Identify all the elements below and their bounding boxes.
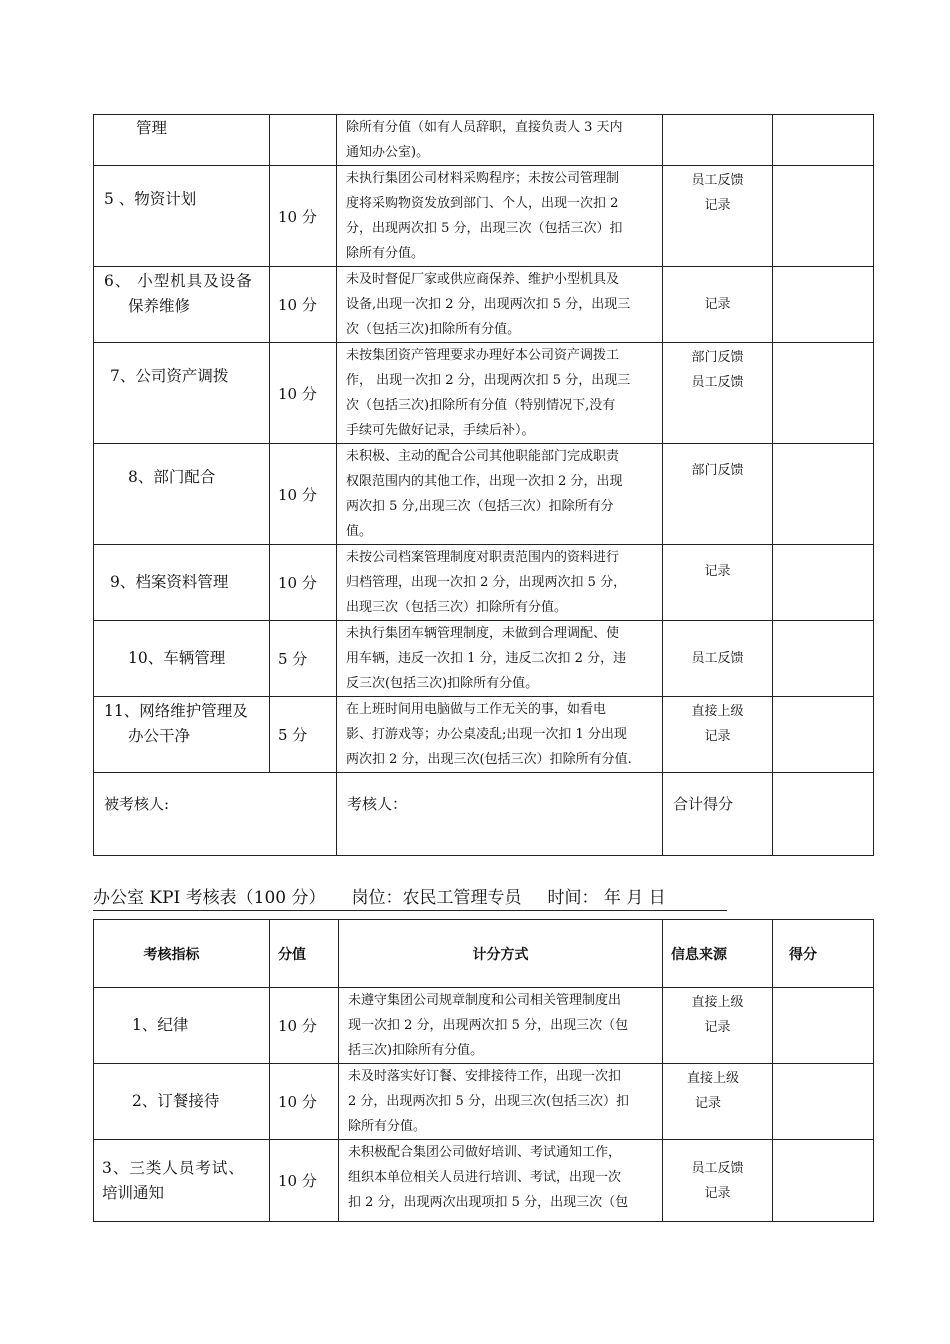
assessor-label: 考核人：	[347, 795, 408, 813]
indicator-cell	[94, 1064, 270, 1140]
source-text: 记录	[704, 1185, 731, 1201]
indicator-text: 2、订餐接待	[132, 1092, 220, 1110]
header-indicator-text: 考核指标	[143, 946, 200, 963]
method-cell	[337, 115, 663, 166]
method-text: 未执行集团车辆管理制度，未做到合理调配、使	[346, 626, 620, 641]
method-text: 两次扣 2 分，出现三次(包括三次）扣除所有分值.	[346, 752, 632, 767]
method-text: 组织本单位相关人员进行培训、考试，出现一次	[348, 1170, 622, 1185]
indicator-cell	[94, 988, 270, 1064]
method-text: 未及时落实好订餐、安排接待工作，出现一次扣	[348, 1069, 622, 1084]
indicator-text: 9、档案资料管理	[110, 573, 229, 591]
indicator-text: 1、纪律	[132, 1016, 189, 1034]
method-text: 现一次扣 2 分，出现两次扣 5 分，出现三次（包	[348, 1018, 629, 1033]
method-cell	[339, 1064, 663, 1140]
score-cell	[270, 343, 337, 444]
table-row	[94, 115, 874, 166]
indicator-text: 7、公司资产调拨	[110, 367, 229, 385]
result-cell	[773, 1140, 874, 1222]
method-text: 值。	[346, 524, 373, 539]
score-text: 10 分	[278, 1172, 317, 1190]
source-text: 部门反馈	[691, 463, 744, 478]
score-cell	[270, 267, 337, 343]
assessor-cell	[337, 773, 663, 856]
position-label: 岗位：农民工管理专员	[351, 888, 522, 908]
source-text: 员工反馈	[691, 1160, 744, 1176]
header-score	[270, 920, 339, 988]
method-text: 在上班时间用电脑做与工作无关的事，如看电	[346, 702, 607, 717]
result-cell	[773, 444, 874, 545]
result-cell	[773, 115, 874, 166]
table-row	[94, 166, 874, 267]
score-cell	[270, 1140, 339, 1222]
method-text: 扣 2 分，出现两次出现项扣 5 分，出现三次（包	[348, 1195, 629, 1210]
indicator-cell	[94, 1140, 270, 1222]
method-cell	[337, 621, 663, 697]
method-text: 手续可先做好记录，手续后补）。	[346, 423, 535, 438]
result-cell	[773, 343, 874, 444]
method-cell	[339, 1140, 663, 1222]
indicator-text: 保养维修	[128, 297, 191, 315]
indicator-cell	[94, 115, 270, 166]
source-cell	[663, 115, 773, 166]
method-text: 未执行集团公司材料采购程序；未按公司管理制	[346, 171, 620, 186]
method-text: 分，出现两次扣 5 分，出现三次（包括三次）扣	[346, 221, 623, 236]
method-text: 通知办公室)。	[346, 145, 430, 160]
header-indicator	[94, 920, 270, 988]
method-text: 用车辆，违反一次扣 1 分，违反二次扣 2 分，违	[346, 651, 627, 666]
score-cell	[270, 115, 337, 166]
header-source	[663, 920, 773, 988]
method-text: 度将采购物资发放到部门、个人，出现一次扣 2	[346, 196, 619, 211]
source-text: 记录	[704, 1020, 731, 1035]
source-text: 记录	[704, 729, 731, 744]
method-cell	[337, 545, 663, 621]
header-method-text: 计分方式	[472, 946, 529, 963]
table-footer-row	[94, 773, 874, 856]
method-text: 作， 出现一次扣 2 分，出现两次扣 5 分，出现三	[346, 373, 631, 388]
source-cell	[663, 1140, 773, 1222]
source-text: 直接上级	[691, 704, 744, 719]
method-text: 除所有分值（如有人员辞职，直接负责人 3 天内	[346, 120, 623, 135]
score-cell	[270, 444, 337, 545]
method-text: 除所有分值。	[348, 1119, 427, 1134]
source-cell	[663, 444, 773, 545]
source-cell	[663, 621, 773, 697]
method-text: 2 分，出现两次扣 5 分，出现三次(包括三次）扣	[348, 1094, 630, 1109]
method-text: 未按集团资产管理要求办理好本公司资产调拨工	[346, 348, 620, 363]
method-cell	[337, 697, 663, 773]
time-label: 时间： 年 月 日	[547, 888, 666, 908]
indicator-cell	[94, 166, 270, 267]
method-text: 影、打游戏等；办公桌凌乱;出现一次扣 1 分出现	[346, 727, 627, 742]
indicator-cell	[94, 444, 270, 545]
method-text: 次（包括三次)扣除所有分值（特别情况下,没有	[346, 398, 616, 413]
method-text: 未积极配合集团公司做好培训、考试通知工作，	[348, 1145, 622, 1160]
method-text: 括三次)扣除所有分值。	[348, 1043, 484, 1058]
indicator-cell	[94, 267, 270, 343]
result-cell	[773, 697, 874, 773]
score-text: 10 分	[278, 384, 317, 403]
indicator-text: 3、三类人员考试、	[102, 1158, 245, 1177]
result-cell	[773, 545, 874, 621]
indicator-text: 培训通知	[102, 1183, 165, 1202]
score-text: 10 分	[278, 1093, 317, 1111]
result-cell	[773, 988, 874, 1064]
score-text: 10 分	[278, 1017, 317, 1035]
source-cell	[663, 1064, 773, 1140]
method-cell	[339, 988, 663, 1064]
source-text: 员工反馈	[691, 173, 744, 188]
source-text: 员工反馈	[691, 651, 744, 666]
method-text: 未及时督促厂家或供应商保养、维护小型机具及	[346, 272, 620, 287]
indicator-cell	[94, 621, 270, 697]
table-row	[94, 988, 874, 1064]
source-text: 记录	[704, 198, 731, 213]
method-text: 两次扣 5 分,出现三次（包括三次）扣除所有分	[346, 499, 614, 514]
header-method	[339, 920, 663, 988]
method-cell	[337, 444, 663, 545]
table-row	[94, 1064, 874, 1140]
header-result-text: 得分	[789, 946, 817, 963]
table-name: 办公室 KPI 考核表（100 分）	[93, 888, 326, 908]
assessee-label: 被考核人:	[104, 795, 170, 813]
method-text: 未遵守集团公司规章制度和公司相关管理制度出	[348, 993, 622, 1008]
score-text: 10 分	[278, 485, 317, 504]
method-text: 反三次(包括三次)扣除所有分值。	[346, 676, 539, 691]
source-text: 记录	[695, 1096, 722, 1111]
source-text: 员工反馈	[691, 375, 744, 390]
table-row	[94, 697, 874, 773]
header-source-text: 信息来源	[671, 946, 727, 963]
result-cell	[773, 1064, 874, 1140]
score-cell	[270, 988, 339, 1064]
score-cell	[270, 545, 337, 621]
method-text: 未按公司档案管理制度对职责范围内的资料进行	[346, 550, 620, 565]
source-cell	[663, 267, 773, 343]
table-row	[94, 1140, 874, 1222]
header-result	[773, 920, 874, 988]
source-text: 直接上级	[687, 1071, 740, 1086]
result-cell	[773, 166, 874, 267]
source-text: 记录	[704, 564, 731, 579]
table-title	[93, 886, 727, 911]
indicator-text: 5 、物资计划	[104, 190, 197, 208]
total-score-cell	[773, 773, 874, 856]
indicator-cell	[94, 545, 270, 621]
indicator-text: 8、部门配合	[128, 468, 216, 486]
kpi-table	[93, 919, 874, 1222]
total-label: 合计得分	[673, 795, 734, 813]
method-text: 出现三次（包括三次）扣除所有分值。	[346, 600, 568, 615]
score-cell	[270, 1064, 339, 1140]
method-text: 权限范围内的其他工作，出现一次扣 2 分，出现	[346, 474, 623, 489]
score-text: 10 分	[278, 574, 317, 592]
indicator-cell	[94, 697, 270, 773]
score-text: 5 分	[278, 650, 308, 668]
score-text: 10 分	[278, 207, 317, 226]
source-text: 直接上级	[691, 995, 744, 1010]
method-cell	[337, 166, 663, 267]
score-text: 10 分	[278, 296, 317, 314]
table-row	[94, 343, 874, 444]
source-cell	[663, 545, 773, 621]
assessee-cell	[94, 773, 337, 856]
method-text: 次（包括三次)扣除所有分值。	[346, 322, 521, 337]
table-header-row	[94, 920, 874, 988]
source-text: 记录	[704, 297, 731, 312]
result-cell	[773, 267, 874, 343]
table-row	[94, 545, 874, 621]
method-text: 设备,出现一次扣 2 分，出现两次扣 5 分，出现三	[346, 297, 631, 312]
method-cell	[337, 343, 663, 444]
indicator-text: 6、 小型机具及设备	[104, 272, 253, 290]
score-cell	[270, 621, 337, 697]
indicator-cell	[94, 343, 270, 444]
score-text: 5 分	[278, 726, 308, 744]
header-score-text: 分值	[278, 946, 306, 963]
source-cell	[663, 343, 773, 444]
source-text: 部门反馈	[691, 350, 744, 365]
total-cell	[663, 773, 773, 856]
table-row	[94, 621, 874, 697]
indicator-text: 11、网络维护管理及	[104, 702, 248, 720]
method-text: 归档管理，出现一次扣 2 分，出现两次扣 5 分，	[346, 575, 627, 590]
indicator-text: 办公干净	[128, 727, 191, 745]
score-cell	[270, 166, 337, 267]
method-text: 除所有分值。	[346, 246, 425, 261]
source-cell	[663, 697, 773, 773]
method-text: 未积极、主动的配合公司其他职能部门完成职责	[346, 449, 620, 464]
kpi-table-continued	[93, 114, 874, 856]
method-cell	[337, 267, 663, 343]
source-cell	[663, 988, 773, 1064]
indicator-text: 管理	[136, 119, 168, 137]
source-cell	[663, 166, 773, 267]
result-cell	[773, 621, 874, 697]
table-row	[94, 444, 874, 545]
table-row	[94, 267, 874, 343]
indicator-text: 10、车辆管理	[128, 649, 226, 667]
score-cell	[270, 697, 337, 773]
